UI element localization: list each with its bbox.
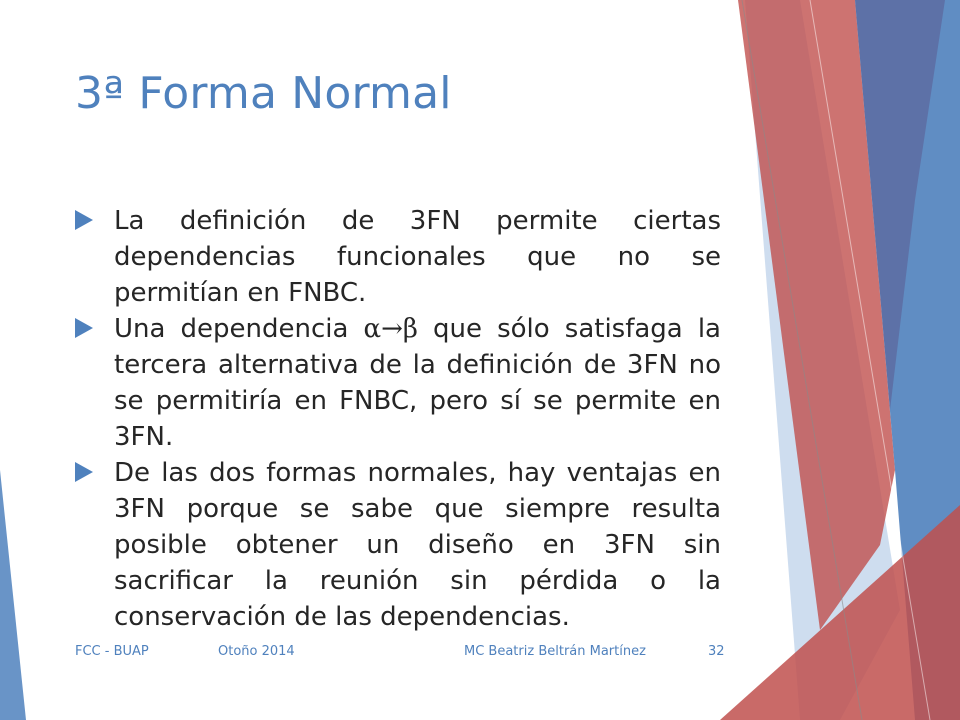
footer-term: Otoño 2014 — [218, 644, 295, 659]
bullet-list — [75, 203, 721, 635]
bullet-item — [75, 311, 721, 455]
triangle-arrow-icon — [75, 318, 93, 338]
left-blue-strip — [0, 470, 26, 720]
bullet-item — [75, 203, 721, 311]
footer-author: MC Beatriz Beltrán Martínez — [464, 644, 646, 659]
bullet-text — [114, 311, 721, 455]
bullet-text-end: que sólo satisfaga la tercera alternativa de la definición de 3FN no se permitiría en FNBC, pero sí se permite en 3FN. — [114, 314, 721, 452]
bullet-text: La definición de 3FN permite ciertas dependencias funcionales que no se permitían en FNBC. — [114, 206, 721, 308]
bullet-text-start: Una dependencia — [114, 314, 364, 344]
triangle-arrow-icon — [75, 462, 93, 482]
bullet-text: De las dos formas normales, hay ventajas en 3FN porque se sabe que siempre resulta posible obtener un diseño en 3FN sin sacrificar la reunión sin pérdida o la conservación de las dependencias. — [114, 458, 721, 632]
triangle-arrow-icon — [75, 210, 93, 230]
bullet-item — [75, 455, 721, 635]
slide-number: 32 — [708, 644, 725, 659]
footer-institution: FCC - BUAP — [75, 644, 149, 659]
slide-title: 3ª Forma Normal — [75, 68, 452, 119]
dependency-symbol: α→β — [363, 314, 418, 344]
